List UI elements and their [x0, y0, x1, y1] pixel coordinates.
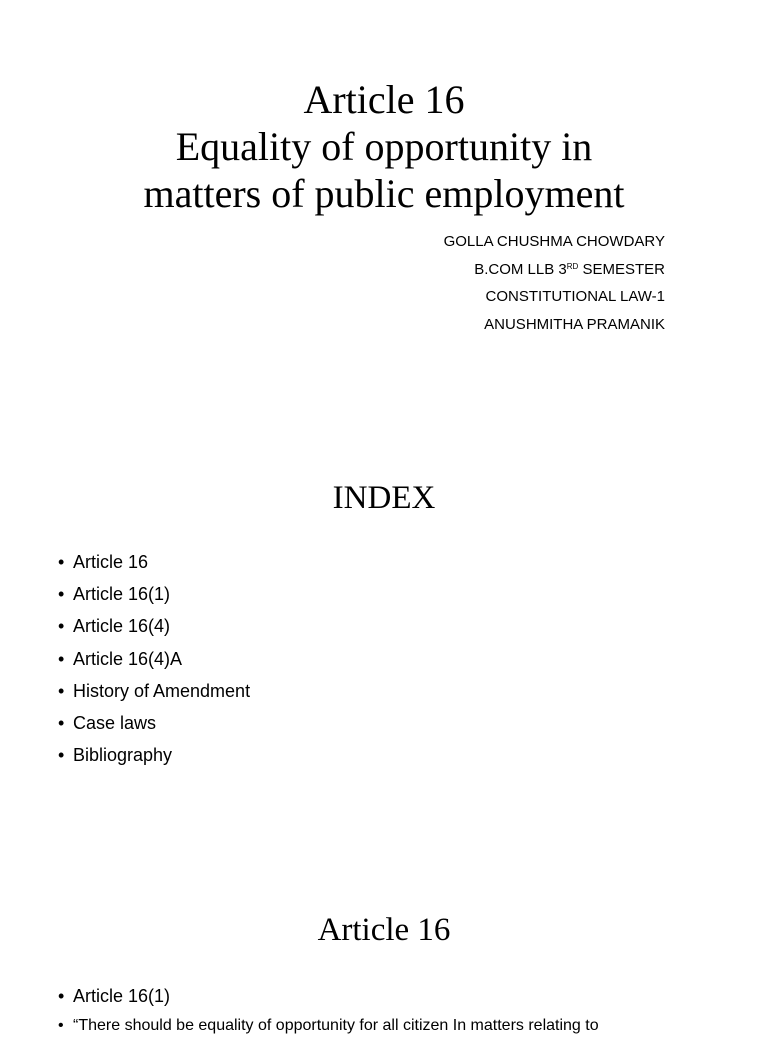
sub-list-item: [58, 1012, 599, 1040]
index-list: [58, 546, 250, 771]
course-line: [444, 256, 665, 284]
list-item: [58, 980, 599, 1012]
list-item: [58, 739, 250, 771]
subject-name: CONSTITUTIONAL LAW-1: [485, 288, 665, 305]
list-item-text: Article 16(1): [73, 986, 171, 1006]
bullet-icon: •: [58, 584, 65, 605]
list-item-text: History of Amendment: [73, 680, 251, 701]
bullet-icon: •: [58, 680, 65, 701]
list-item-text: Bibliography: [73, 745, 173, 766]
list-item-text: Article 16(1): [73, 584, 171, 605]
bullet-icon: •: [58, 648, 65, 669]
article-16-slide: [0, 860, 768, 1035]
list-item: [58, 578, 250, 610]
author-name: GOLLA CHUSHMA CHOWDARY: [443, 233, 665, 250]
list-item: [58, 610, 250, 642]
index-title: INDEX: [332, 480, 436, 516]
title-slide: [0, 0, 768, 400]
article-16-list: [58, 980, 599, 1040]
title-line-3: matters of public employment: [143, 171, 625, 216]
title-line-1: Article 16: [303, 77, 465, 122]
main-title: [0, 76, 768, 217]
title-line-2: Equality of opportunity in: [175, 124, 593, 169]
list-item-text: Article 16(4): [73, 616, 171, 637]
index-slide: [0, 430, 768, 830]
course-suffix: SEMESTER: [578, 260, 665, 278]
subtitle-block: [444, 228, 665, 338]
list-item-text: Article 16(4)A: [73, 648, 183, 669]
sub-list-item-text: “There should be equality of opportunity for all citizen In matters relating to: [73, 1017, 599, 1035]
bullet-icon: •: [58, 986, 65, 1006]
course-prefix: B.COM LLB 3: [474, 260, 567, 278]
bullet-icon: •: [58, 1017, 64, 1035]
course-superscript: RD: [566, 261, 579, 271]
list-item: [58, 675, 250, 707]
bullet-icon: •: [58, 616, 65, 637]
list-item-text: Case laws: [73, 713, 157, 734]
bullet-icon: •: [58, 552, 65, 572]
list-item-text: Article 16: [73, 552, 149, 572]
list-item: [58, 643, 250, 675]
list-item: [58, 546, 250, 578]
list-item: [58, 707, 250, 739]
teacher-name: ANUSHMITHA PRAMANIK: [484, 315, 665, 333]
article-16-title: Article 16: [317, 912, 451, 948]
bullet-icon: •: [58, 713, 65, 734]
bullet-icon: •: [58, 745, 65, 766]
